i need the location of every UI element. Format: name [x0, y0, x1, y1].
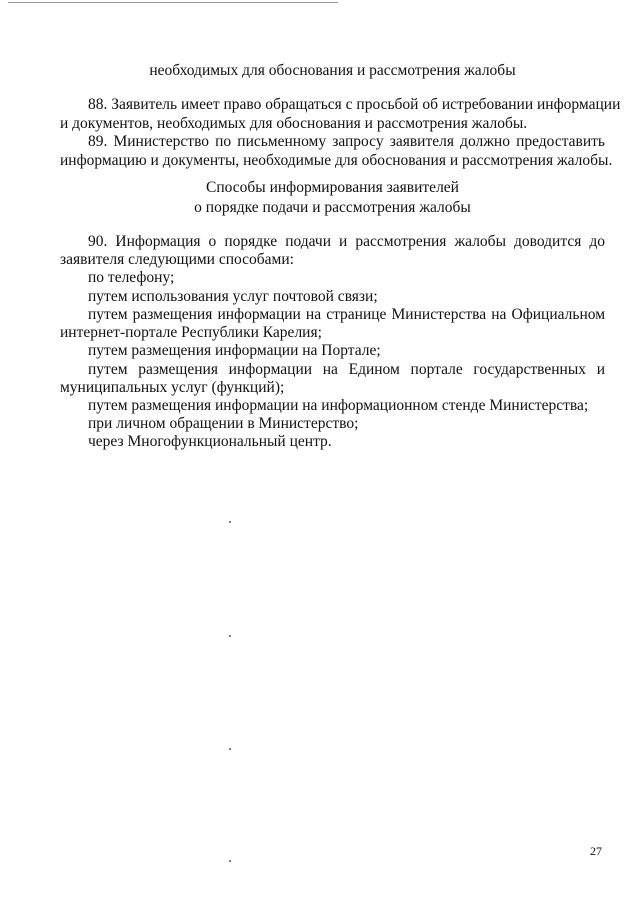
method-mfc: через Многофункциональный центр.	[88, 433, 332, 450]
heading-continuation: необходимых для обоснования и рассмотрения жалобы	[149, 62, 516, 79]
method-portal: путем размещения информации на Портале;	[88, 342, 381, 359]
paragraph-89-line-1: 89. Министерство по письменному запросу заявителя должно предоставить	[88, 133, 605, 150]
method-info-stand: путем размещения информации на информационном стенде Министерства;	[88, 397, 589, 414]
method-unified-portal-line-1: путем размещения информации на Едином портале государственных и	[88, 361, 605, 378]
method-personal-visit: при личном обращении в Министерство;	[88, 415, 359, 432]
method-ministry-page-line-2: интернет-портале Республики Карелия;	[60, 324, 322, 341]
section-title-line-2: о порядке подачи и рассмотрения жалобы	[194, 199, 471, 216]
page-number: 27	[590, 844, 602, 858]
method-post: путем использования услуг почтовой связи;	[88, 288, 378, 305]
paragraph-89-line-2: информацию и документы, необходимые для обоснования и рассмотрения жалобы.	[60, 152, 613, 169]
method-ministry-page-line-1: путем размещения информации на странице Министерства на Официальном	[88, 306, 605, 323]
top-edge-rule	[8, 2, 338, 3]
paragraph-88-line-1: 88. Заявитель имеет право обращаться с просьбой об истребовании информации	[88, 96, 621, 113]
method-unified-portal-line-2: муниципальных услуг (функций);	[60, 379, 285, 396]
method-phone: по телефону;	[88, 269, 175, 286]
scan-speck	[229, 521, 231, 523]
scan-speck	[229, 860, 231, 862]
paragraph-90-line-1: 90. Информация о порядке подачи и рассмотрения жалобы доводится до	[88, 233, 605, 250]
scan-speck	[229, 748, 231, 750]
scan-speck	[229, 635, 231, 637]
paragraph-88-line-2: и документов, необходимых для обоснования и рассмотрения жалобы.	[60, 115, 528, 132]
section-title-line-1: Способы информирования заявителей	[206, 179, 459, 196]
paragraph-90-line-2: заявителя следующими способами:	[60, 251, 294, 268]
